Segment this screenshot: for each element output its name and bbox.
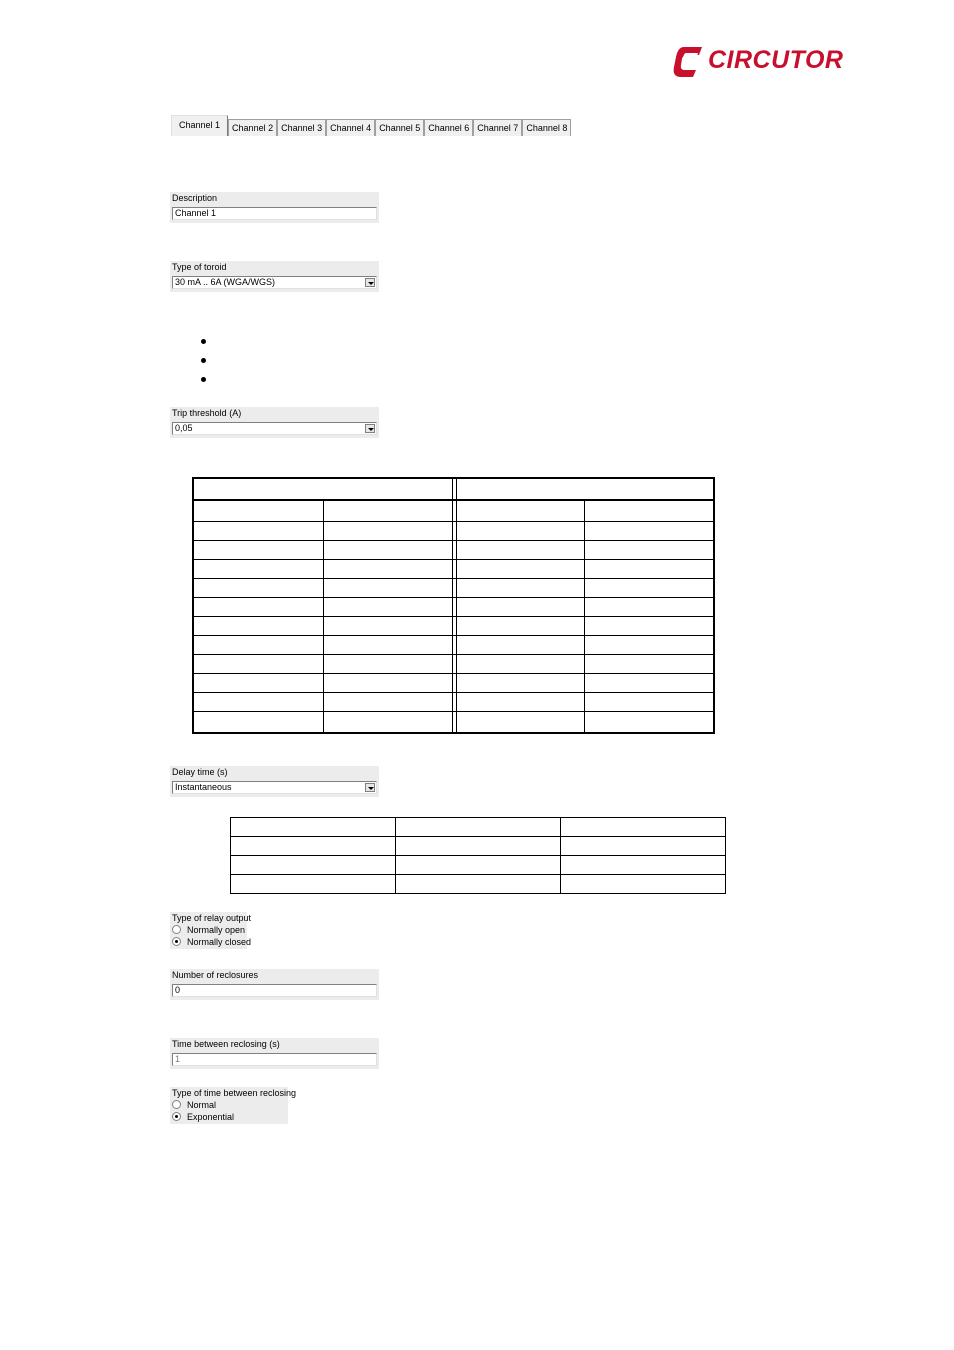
toroid-label: Type of toroid <box>172 262 227 272</box>
radio-normally-closed-label: Normally closed <box>187 936 252 947</box>
table-row-rule <box>194 654 713 655</box>
toroid-panel <box>170 261 379 292</box>
circutor-logo-icon <box>672 44 708 80</box>
reclosures-panel <box>170 969 379 1000</box>
delay-time-label: Delay time (s) <box>172 767 228 777</box>
trip-threshold-select[interactable] <box>172 422 377 435</box>
bullet-marker <box>201 339 206 344</box>
radio-normal[interactable] <box>172 1100 181 1109</box>
table-row-rule <box>194 692 713 693</box>
time-between-reclosing-label: Time between reclosing (s) <box>172 1039 280 1049</box>
table-row <box>231 875 726 894</box>
reclosing-time-type-panel <box>170 1087 297 1124</box>
table-divider <box>452 479 453 732</box>
chevron-down-icon[interactable] <box>365 278 375 287</box>
circutor-logo-text: CIRCUTOR <box>708 46 844 74</box>
trip-threshold-label: Trip threshold (A) <box>172 408 242 418</box>
toroid-select[interactable] <box>172 276 377 289</box>
table-row-rule <box>194 635 713 636</box>
table-row <box>231 818 726 837</box>
reclosures-input[interactable]: 0 <box>172 984 377 997</box>
table-row-rule <box>194 521 713 522</box>
tab-channel-2[interactable]: Channel 2 <box>228 119 277 136</box>
channel-tabs <box>171 115 571 136</box>
table-row <box>231 856 726 875</box>
radio-exponential[interactable] <box>172 1112 181 1121</box>
table-row-rule <box>194 578 713 579</box>
toroid-select-value: 30 mA .. 6A (WGA/WGS) <box>175 277 276 287</box>
tab-channel-6[interactable]: Channel 6 <box>424 119 473 136</box>
bullet-marker <box>201 358 206 363</box>
table-row-rule <box>194 616 713 617</box>
radio-exponential-label: Exponential <box>187 1111 235 1122</box>
time-between-reclosing-input[interactable]: 1 <box>172 1053 377 1066</box>
table-row-rule <box>194 711 713 712</box>
tab-channel-1[interactable]: Channel 1 <box>171 115 228 136</box>
chevron-down-icon[interactable] <box>365 783 375 792</box>
description-label: Description <box>172 193 218 203</box>
table-row-rule <box>194 540 713 541</box>
tab-channel-4[interactable]: Channel 4 <box>326 119 375 136</box>
tab-channel-8[interactable]: Channel 8 <box>522 119 571 136</box>
relay-normally-closed-option[interactable] <box>172 936 251 947</box>
tab-channel-7[interactable]: Channel 7 <box>473 119 522 136</box>
chevron-down-icon[interactable] <box>365 424 375 433</box>
radio-normally-closed[interactable] <box>172 937 181 946</box>
description-input[interactable]: Channel 1 <box>172 207 377 220</box>
table-row-rule <box>194 673 713 674</box>
table-row <box>231 837 726 856</box>
time-between-reclosing-panel <box>170 1038 379 1069</box>
relay-output-panel <box>170 912 252 949</box>
threshold-table <box>192 477 715 734</box>
bullet-marker <box>201 377 206 382</box>
table-row-rule <box>194 559 713 560</box>
table-divider <box>456 479 457 732</box>
reclosing-time-type-label: Type of time between reclosing <box>172 1088 297 1098</box>
table-row-rule <box>194 597 713 598</box>
radio-normally-open[interactable] <box>172 925 181 934</box>
delay-table <box>230 817 726 894</box>
circutor-logo <box>672 44 847 80</box>
relay-output-label: Type of relay output <box>172 913 252 923</box>
reclosing-normal-option[interactable] <box>172 1099 216 1110</box>
radio-normal-label: Normal <box>187 1099 217 1110</box>
delay-time-value: Instantaneous <box>175 782 232 792</box>
relay-normally-open-option[interactable] <box>172 924 245 935</box>
table-header-rule <box>194 499 713 501</box>
reclosures-label: Number of reclosures <box>172 970 259 980</box>
delay-time-panel <box>170 766 379 797</box>
description-panel <box>170 192 379 223</box>
radio-normally-open-label: Normally open <box>187 924 246 935</box>
delay-time-select[interactable] <box>172 781 377 794</box>
tab-channel-3[interactable]: Channel 3 <box>277 119 326 136</box>
reclosing-exponential-option[interactable] <box>172 1111 234 1122</box>
trip-threshold-panel <box>170 407 379 438</box>
trip-threshold-value: 0,05 <box>175 423 193 433</box>
tab-channel-5[interactable]: Channel 5 <box>375 119 424 136</box>
